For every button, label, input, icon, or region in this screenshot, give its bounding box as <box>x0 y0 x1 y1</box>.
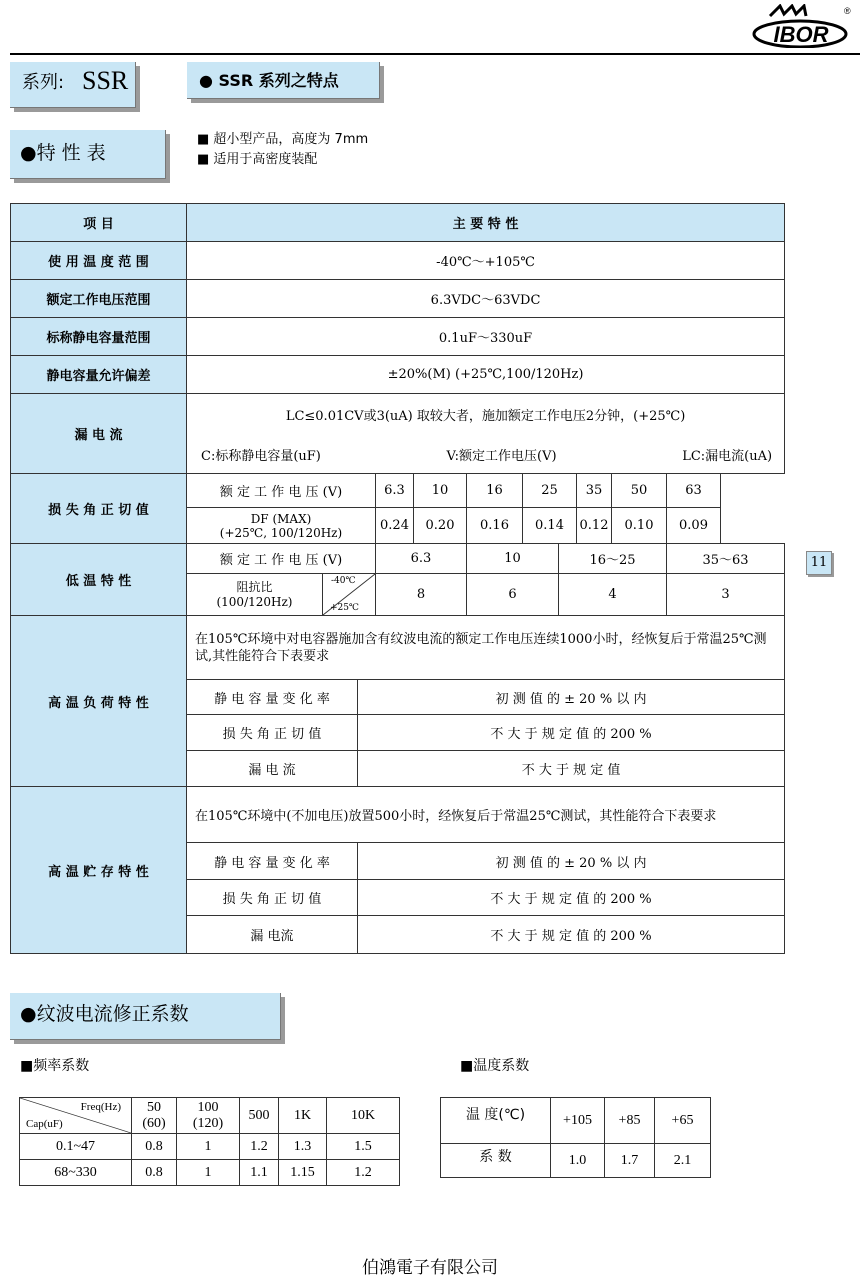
leakage-formula: LC≤0.01CV或3(uA) 取较大者，施加额定工作电压2分钟，(+25℃) <box>187 394 785 436</box>
features-title-box <box>187 62 380 99</box>
impedance-label-line2: (100/120Hz) <box>216 594 293 609</box>
impedance-cell: 8 <box>376 574 467 616</box>
company-logo <box>752 4 852 48</box>
freq-cap-header <box>20 1098 132 1134</box>
freq-coef-cell: 1.2 <box>327 1160 400 1186</box>
load-life-value: 不 大 于 规 定 值 的 200 % <box>358 715 785 751</box>
temp-coef-table <box>440 1097 711 1178</box>
load-life-desc: 在105℃环境中对电容器施加含有纹波电流的额定工作电压连续1000小时，经恢复后于常温25℃测试,其性能符合下表要求 <box>187 616 785 680</box>
freq-value-alt: (120) <box>192 1115 224 1131</box>
temp-cell: +105 <box>551 1098 605 1144</box>
temp-coef-title: ■温度系数 <box>460 1058 530 1074</box>
tan-voltage-cell: 25 <box>523 474 577 508</box>
tan-voltage-cell: 10 <box>414 474 467 508</box>
tolerance-value: ±20%(M) (+25℃,100/120Hz) <box>187 356 785 394</box>
voltage-range-value: 6.3VDC～63VDC <box>187 280 785 318</box>
cap-range-cell: 68~330 <box>20 1160 132 1186</box>
load-life-value: 不 大 于 规 定 值 <box>358 751 785 787</box>
series-label: 系列: <box>22 72 65 93</box>
features-title: ● SSR 系列之特点 <box>199 71 339 90</box>
voltage-range-label: 额定工作电压范围 <box>11 280 187 318</box>
shelf-life-item: 漏 电流 <box>187 916 358 954</box>
shelf-life-desc: 在105℃环境中(不加电压)放置500小时，经恢复后于常温25℃测试，其性能符合下表要求 <box>187 787 785 843</box>
freq-col-header <box>177 1098 240 1134</box>
registered-mark: ® <box>844 6 851 16</box>
spec-table <box>10 203 785 954</box>
page-number: 11 <box>806 551 832 575</box>
freq-coef-cell: 0.8 <box>132 1134 177 1160</box>
feature-item-2: ■ 适用于高密度装配 <box>197 152 318 167</box>
low-temp-voltage-label: 额 定 工 作 电 压 (V) <box>187 544 376 574</box>
freq-coef-cell: 0.8 <box>132 1160 177 1186</box>
characteristics-title: ●特 性 表 <box>20 142 106 164</box>
tan-voltage-cell: 6.3 <box>376 474 414 508</box>
freq-col-header: 500 <box>240 1098 279 1134</box>
freq-coef-title: ■频率系数 <box>20 1058 90 1074</box>
cap-header: Cap(uF) <box>26 1118 63 1130</box>
low-temp-voltage-cell: 16～25 <box>559 544 667 574</box>
freq-col-header: 10K <box>327 1098 400 1134</box>
impedance-cell: 6 <box>467 574 559 616</box>
tan-voltage-label: 额 定 工 作 电 压 (V) <box>187 474 376 508</box>
temp-cell: +65 <box>655 1098 711 1144</box>
load-life-item: 静 电 容 量 变 化 率 <box>187 680 358 715</box>
freq-coef-cell: 1 <box>177 1134 240 1160</box>
header-item: 项 目 <box>11 204 187 242</box>
freq-coef-cell: 1.1 <box>240 1160 279 1186</box>
low-temp-voltage-cell: 10 <box>467 544 559 574</box>
freq-coef-cell: 1.5 <box>327 1134 400 1160</box>
impedance-cell: 3 <box>667 574 785 616</box>
tan-voltage-cell: 63 <box>667 474 721 508</box>
impedance-label <box>187 574 323 616</box>
shelf-life-value: 初 测 值 的 ± 20 % 以 内 <box>358 843 785 880</box>
freq-value: 50 <box>147 1099 161 1115</box>
cap-range-value: 0.1uF～330uF <box>187 318 785 356</box>
series-value: SSR <box>82 66 129 95</box>
low-temp-value: -40℃ <box>331 576 356 586</box>
load-life-label: 高 温 负 荷 特 性 <box>11 616 187 787</box>
freq-coef-cell: 1.3 <box>279 1134 327 1160</box>
temp-label: 温 度(℃) <box>441 1098 551 1144</box>
df-cell: 0.16 <box>467 508 523 544</box>
shelf-life-label: 高 温 贮 存 特 性 <box>11 787 187 954</box>
header-rule <box>10 53 860 55</box>
temp-coef-cell: 1.7 <box>605 1144 655 1178</box>
df-cell: 0.14 <box>523 508 577 544</box>
temp-ratio-cell <box>323 574 376 616</box>
shelf-life-item: 损 失 角 正 切 值 <box>187 880 358 916</box>
freq-coef-cell: 1 <box>177 1160 240 1186</box>
temp-cell: +85 <box>605 1098 655 1144</box>
load-life-value: 初 测 值 的 ± 20 % 以 内 <box>358 680 785 715</box>
impedance-cell: 4 <box>559 574 667 616</box>
low-temp-label: 低 温 特 性 <box>11 544 187 616</box>
leakage-definitions <box>187 436 785 474</box>
freq-value-alt: (60) <box>142 1115 166 1131</box>
characteristics-title-box <box>10 130 166 179</box>
feature-item-1: ■ 超小型产品，高度为 7mm <box>197 132 369 147</box>
tan-delta-label: 损 失 角 正 切 值 <box>11 474 187 544</box>
cap-range-cell: 0.1~47 <box>20 1134 132 1160</box>
company-name-footer: 伯鴻電子有限公司 <box>362 1258 498 1278</box>
header-main: 主 要 特 性 <box>187 204 785 242</box>
df-cell: 0.10 <box>612 508 667 544</box>
freq-col-header: 1K <box>279 1098 327 1134</box>
freq-col-header <box>132 1098 177 1134</box>
cap-range-label: 标称静电容量范围 <box>11 318 187 356</box>
leakage-label: 漏 电 流 <box>11 394 187 474</box>
shelf-life-item: 静 电 容 量 变 化 率 <box>187 843 358 880</box>
df-label-line1: DF (MAX) <box>250 511 312 526</box>
tan-voltage-cell: 50 <box>612 474 667 508</box>
low-temp-voltage-cell: 35～63 <box>667 544 785 574</box>
logo-text: IBOR <box>773 22 829 47</box>
ripple-title: ●纹波电流修正系数 <box>20 1003 189 1025</box>
freq-coef-cell: 1.2 <box>240 1134 279 1160</box>
tan-voltage-cell: 35 <box>577 474 612 508</box>
df-cell: 0.09 <box>667 508 721 544</box>
shelf-life-value: 不 大 于 规 定 值 的 200 % <box>358 916 785 954</box>
df-label-line2: (+25℃, 100/120Hz) <box>219 525 343 540</box>
temp-range-value: -40℃～+105℃ <box>187 242 785 280</box>
ripple-title-box <box>10 993 281 1040</box>
leakage-lc-def: LC:漏电流(uA) <box>682 448 773 464</box>
series-box <box>10 62 136 108</box>
freq-coef-table <box>19 1097 400 1186</box>
freq-header: Freq(Hz) <box>80 1101 121 1113</box>
load-life-item: 损 失 角 正 切 值 <box>187 715 358 751</box>
leakage-c-def: C:标称静电容量(uF) <box>201 448 321 464</box>
temp-coef-cell: 2.1 <box>655 1144 711 1178</box>
df-label <box>187 508 376 544</box>
freq-value: 100 <box>197 1099 219 1115</box>
impedance-label-line1: 阻抗比 <box>236 579 273 594</box>
shelf-life-value: 不 大 于 规 定 值 的 200 % <box>358 880 785 916</box>
high-temp-value: +25℃ <box>329 603 359 613</box>
tan-voltage-cell: 16 <box>467 474 523 508</box>
df-cell: 0.20 <box>414 508 467 544</box>
load-life-item: 漏 电 流 <box>187 751 358 787</box>
df-cell: 0.24 <box>376 508 414 544</box>
temp-range-label: 使 用 温 度 范 围 <box>11 242 187 280</box>
coef-label: 系 数 <box>441 1144 551 1178</box>
df-cell: 0.12 <box>577 508 612 544</box>
freq-coef-cell: 1.15 <box>279 1160 327 1186</box>
tolerance-label: 静电容量允许偏差 <box>11 356 187 394</box>
leakage-v-def: V:额定工作电压(V) <box>446 448 557 464</box>
low-temp-voltage-cell: 6.3 <box>376 544 467 574</box>
temp-coef-cell: 1.0 <box>551 1144 605 1178</box>
